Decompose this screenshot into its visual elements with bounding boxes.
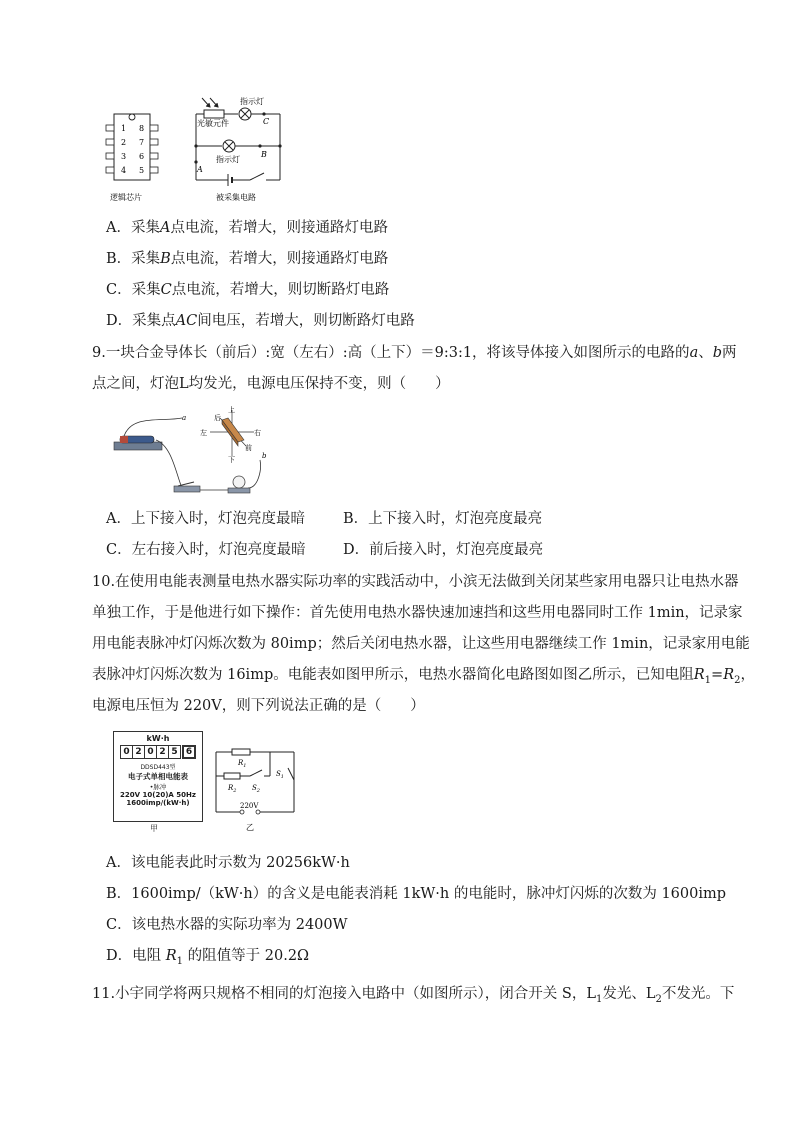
lamp-label-mid: 指示灯: [216, 155, 240, 164]
q8-figure: [100, 96, 300, 208]
meter-digit: 2: [157, 745, 169, 759]
q9-option-d[interactable]: D．前后接入时，灯泡亮度最亮: [343, 542, 544, 558]
q10-stem-line3: 用电能表脉冲灯闪烁次数为 80imp；然后关闭电热水器，让这些用电器继续工作 1min，记录家用电能: [92, 636, 750, 652]
q9-stem-line2: 点之间，灯泡L均发光，电源电压保持不变，则（ ）: [92, 376, 450, 392]
energy-meter: [113, 731, 203, 822]
dir-right: 右: [254, 429, 261, 437]
q8-option-a[interactable]: A．采集A点电流，若增大，则接通路灯电路: [106, 220, 388, 236]
meter-digit: 0: [120, 745, 133, 759]
meter-digit: 2: [133, 745, 145, 759]
meter-digit-decimal: 6: [182, 745, 196, 759]
q8-option-b[interactable]: B．采集B点电流，若增大，则接通路灯电路: [106, 251, 389, 267]
q10-option-c[interactable]: C．该电热水器的实际功率为 2400W: [106, 917, 348, 933]
meter-unit: kW·h: [146, 734, 170, 743]
circuit-caption: 被采集电路: [216, 193, 256, 202]
heater-circuit: [210, 740, 300, 836]
terminal-a: a: [182, 414, 187, 422]
point-a-label: A: [197, 165, 203, 174]
pin-8: 8: [139, 124, 145, 133]
meter-display: [114, 745, 202, 759]
q10-option-a[interactable]: A．该电能表此时示数为 20256kW·h: [106, 855, 350, 871]
meter-digit: 5: [169, 745, 181, 759]
q8-option-c[interactable]: C．采集C点电流，若增大，则切断路灯电路: [106, 282, 390, 298]
dir-back: 后: [214, 414, 221, 422]
pin-5: 5: [139, 166, 145, 175]
pin-1: 1: [121, 124, 127, 133]
meter-model: DDSD443型: [140, 764, 176, 771]
pin-2: 2: [121, 138, 127, 147]
logic-chip: [106, 114, 158, 202]
q10-stem-line5: 电源电压恒为 220V，则下列说法正确的是（ ）: [92, 698, 425, 714]
q8-option-d[interactable]: D．采集点AC间电压，若增大，则切断路灯电路: [106, 313, 415, 329]
terminal-b: b: [262, 452, 267, 460]
meter-caption: 甲: [150, 824, 158, 833]
q10-stem-line2: 单独工作，于是他进行如下操作：首先使用电热水器快速加速挡和这些用电器同时工作 1min，记录家: [92, 605, 743, 621]
chip-caption: 逻辑芯片: [110, 193, 142, 202]
meter-constant: 1600imp/(kW·h): [126, 799, 190, 807]
sampled-circuit: [196, 98, 280, 186]
dir-up: 上: [228, 406, 235, 414]
q9-option-a[interactable]: A．上下接入时，灯泡亮度最暗: [106, 511, 305, 527]
meter-rating: 220V 10(20)A 50Hz: [120, 791, 196, 799]
point-c-label: C: [263, 117, 270, 126]
lamp-label-top: 指示灯: [240, 97, 264, 106]
dir-front: 前: [245, 444, 252, 452]
s1-label: $S_1$: [276, 770, 284, 780]
dir-down: 下: [228, 456, 235, 464]
meter-digit: 0: [145, 745, 157, 759]
q9-figure: [112, 404, 292, 500]
meter-name: 电子式单相电能表: [128, 772, 188, 781]
r2-label: $R_2$: [228, 784, 237, 794]
meter-pulse: •脉冲: [149, 783, 167, 791]
point-b-label: B: [261, 150, 267, 159]
pin-7: 7: [139, 138, 145, 147]
voltage-label: 220V: [240, 802, 259, 810]
sensor-label: 光敏元件: [197, 119, 229, 128]
q10-option-d[interactable]: D．电阻 $R_1$ 的阻值等于 20.2Ω: [106, 948, 310, 967]
s2-label: $S_2$: [252, 784, 260, 794]
q10-stem-line1: 10.在使用电能表测量电热水器实际功率的实践活动中，小滨无法做到关闭某些家用电器只让电热水器: [92, 574, 739, 590]
r1-label: $R_1$: [238, 759, 247, 769]
q9-stem-line1: 9.一块合金导体长（前后）:宽（左右）:高（上下）＝9:3:1，将该导体接入如图所示的电路的a、b两: [92, 345, 737, 361]
pin-4: 4: [121, 166, 127, 175]
q9-option-b[interactable]: B．上下接入时，灯泡亮度最亮: [343, 511, 543, 527]
pin-3: 3: [121, 152, 127, 161]
circuit-caption: 乙: [246, 823, 254, 832]
dir-left: 左: [200, 429, 207, 437]
q11-stem-line1: 11.小宇同学将两只规格不相同的灯泡接入电路中（如图所示），闭合开关 S，$L_1$发光、$L_2$不发光。下: [92, 986, 735, 1005]
pin-6: 6: [139, 152, 145, 161]
q10-stem-line4: 表脉冲灯闪烁次数为 16imp。电能表如图甲所示，电热水器简化电路图如图乙所示，已知电阻$R_1=R_2$，: [92, 667, 755, 686]
q10-option-b[interactable]: B．1600imp/（kW·h）的含义是电能表消耗 1kW·h 的电能时，脉冲灯闪烁的次数为 1600imp: [106, 886, 727, 902]
q9-option-c[interactable]: C．左右接入时，灯泡亮度最暗: [106, 542, 306, 558]
